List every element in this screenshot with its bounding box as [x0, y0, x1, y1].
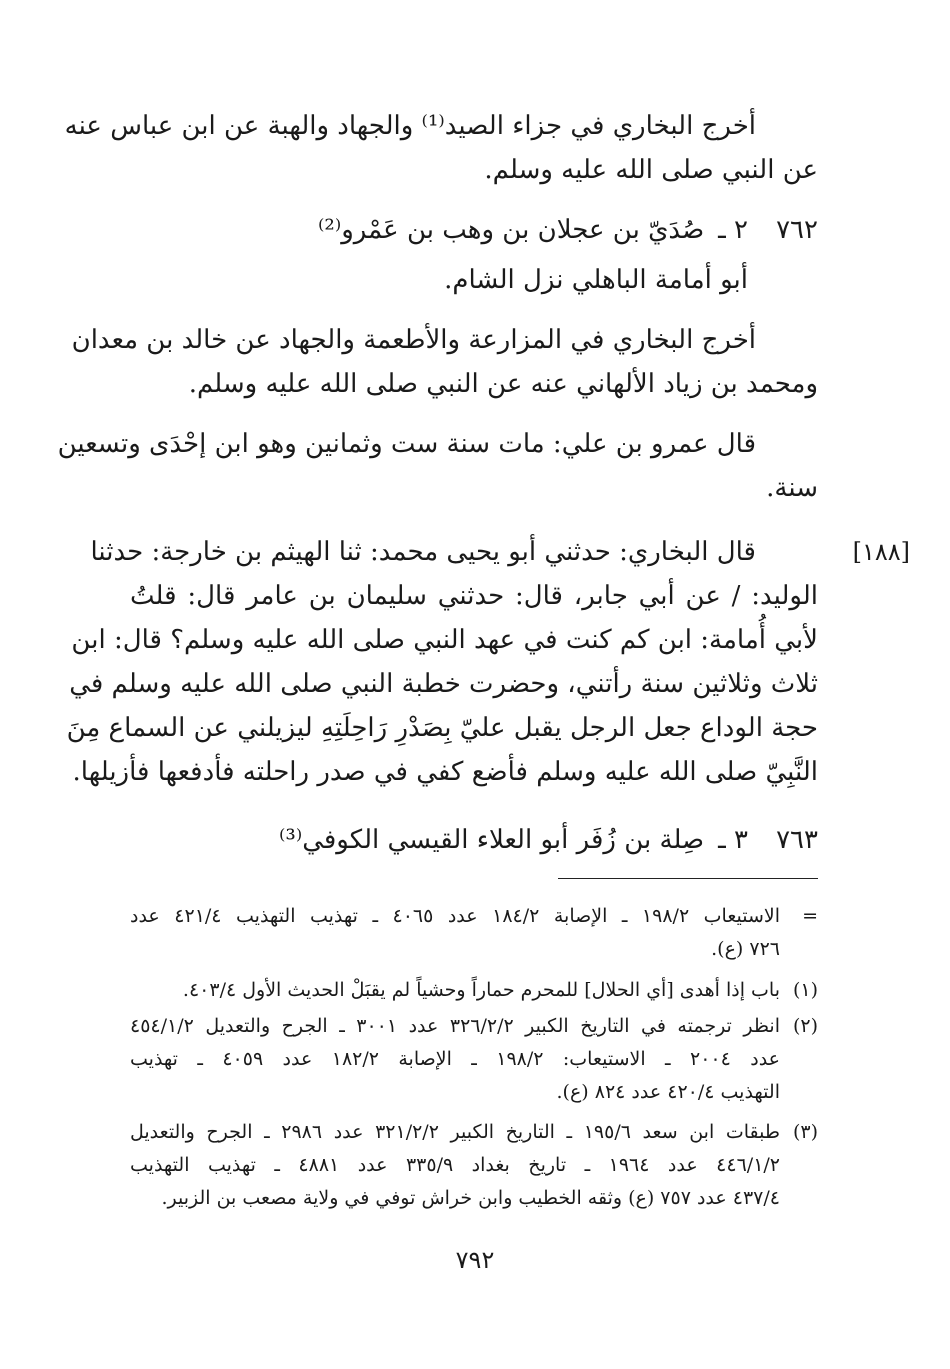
footnote-line: ٧٢٦ (ع). — [711, 938, 780, 960]
footnote-marker: (٢) — [792, 1015, 818, 1037]
paragraph-bukhari-jaza-alsayd — [64, 104, 818, 192]
paragraph-amr-ibn-ali — [57, 422, 818, 510]
text-line: ومحمد بن زياد الألهاني عنه عن النبي صلى الله عليه وسلم. — [188, 369, 818, 399]
footnote-divider — [558, 878, 818, 879]
entry-name: صُدَيّ بن عجلان بن وهب بن عَمْرو⁽²⁾ — [318, 215, 705, 245]
footnote-marker: (٣) — [792, 1121, 818, 1143]
footnote-marker: = — [802, 905, 818, 927]
entry-762-heading — [130, 208, 818, 252]
entry-kunya: أبو أمامة الباهلي نزل الشام. — [444, 265, 748, 295]
footnote-line: الاستيعاب ١٩٨/٢ ـ الإصابة ١٨٤/٢ عدد ٤٠٦٥ ـ تهذيب التهذيب ٤٢١/٤ عدد — [130, 905, 780, 927]
entry-sequence: ٣ ـ — [718, 825, 748, 855]
text-line: أخرج البخاري في جزاء الصيد⁽¹⁾ والجهاد والهبة عن ابن عباس عنه — [64, 111, 756, 141]
text-line: ثلاث وثلاثين سنة رأتني، وحضرت خطبة النبي صلى الله عليه وسلم في — [69, 669, 818, 699]
footnote-3 — [130, 1116, 818, 1215]
text-line: قال البخاري: حدثني أبو يحيى محمد: ثنا الهيثم بن خارجة: حدثنا — [90, 537, 756, 567]
entry-number: ٧٦٣ — [776, 825, 818, 855]
paragraph-bukhari-muzaraa — [71, 318, 818, 406]
entry-762-subtitle — [130, 258, 818, 302]
text-line: لأبي أُمامة: ابن كم كنت في عهد النبي صلى الله عليه وسلم؟ قال: ابن — [71, 625, 818, 655]
footnote-line: ٤٤٦/١/٢ عدد ١٩٦٤ ـ تاريخ بغداد ٣٣٥/٩ عدد ٤٨٨١ ـ تهذيب التهذيب — [130, 1154, 780, 1176]
footnote-continuation — [130, 900, 818, 966]
entry-763-heading — [130, 818, 818, 862]
text-line: الوليد: / عن أبي جابر، قال: حدثني سليمان بن عامر قال: قلتُ — [130, 581, 818, 611]
footnote-line: عدد ٢٠٠٤ ـ الاستيعاب: ١٩٨/٢ ـ الإصابة ١٨٢/٢ عدد ٤٠٥٩ ـ تهذيب — [130, 1048, 780, 1070]
footnote-line: التهذيب ٤٢٠/٤ عدد ٨٢٤ (ع). — [556, 1081, 780, 1103]
footnote-line: باب إذا أهدى [أي الحلال] للمحرم حماراً وحشياً لم يقبَلْ الحديث الأول ٤٠٣/٤. — [182, 979, 780, 1001]
margin-reference: [١٨٨] — [852, 538, 910, 566]
text-line: النَّبِيّ صلى الله عليه وسلم فأضع كفي في صدر راحلته فأدفعها فأزيلها. — [72, 757, 818, 787]
text-line: قال عمرو بن علي: مات سنة ست وثمانين وهو ابن إحْدَى وتسعين — [57, 429, 756, 459]
footnote-marker: (١) — [792, 979, 818, 1001]
footnote-2 — [130, 1010, 818, 1109]
entry-name: صِلة بن زُفَر أبو العلاء القيسي الكوفي⁽³⁾ — [278, 825, 705, 855]
text-line: حجة الوداع جعل الرجل يقبل عليّ بِصَدْرِ رَاحِلَتِهِ ليزيلني عن السماع مِنَ — [66, 713, 818, 743]
entry-sequence: ٢ ـ — [718, 215, 748, 245]
text-line: عن النبي صلى الله عليه وسلم. — [484, 155, 818, 185]
text-line: أخرج البخاري في المزارعة والأطعمة والجهاد عن خالد بن معدان — [71, 325, 756, 355]
paragraph-abu-umama-hadith — [66, 530, 818, 794]
page-number: ٧٩٢ — [455, 1246, 495, 1274]
text-line: سنة. — [766, 473, 818, 503]
footnote-line: طبقات ابن سعد ١٩٥/٦ ـ التاريخ الكبير ٣٢١/٢/٢ عدد ٢٩٨٦ ـ الجرح والتعديل — [130, 1121, 780, 1143]
entry-number: ٧٦٢ — [776, 215, 818, 245]
footnote-line: ٤٣٧/٤ عدد ٧٥٧ (ع) وثقه الخطيب وابن خراش توفي في ولاية مصعب بن الزبير. — [161, 1187, 780, 1209]
footnote-line: انظر ترجمته في التاريخ الكبير ٣٢٦/٢/٢ عدد ٣٠٠١ ـ الجرح والتعديل ٤٥٤/١/٢ — [130, 1015, 780, 1037]
footnote-1 — [130, 974, 818, 1007]
